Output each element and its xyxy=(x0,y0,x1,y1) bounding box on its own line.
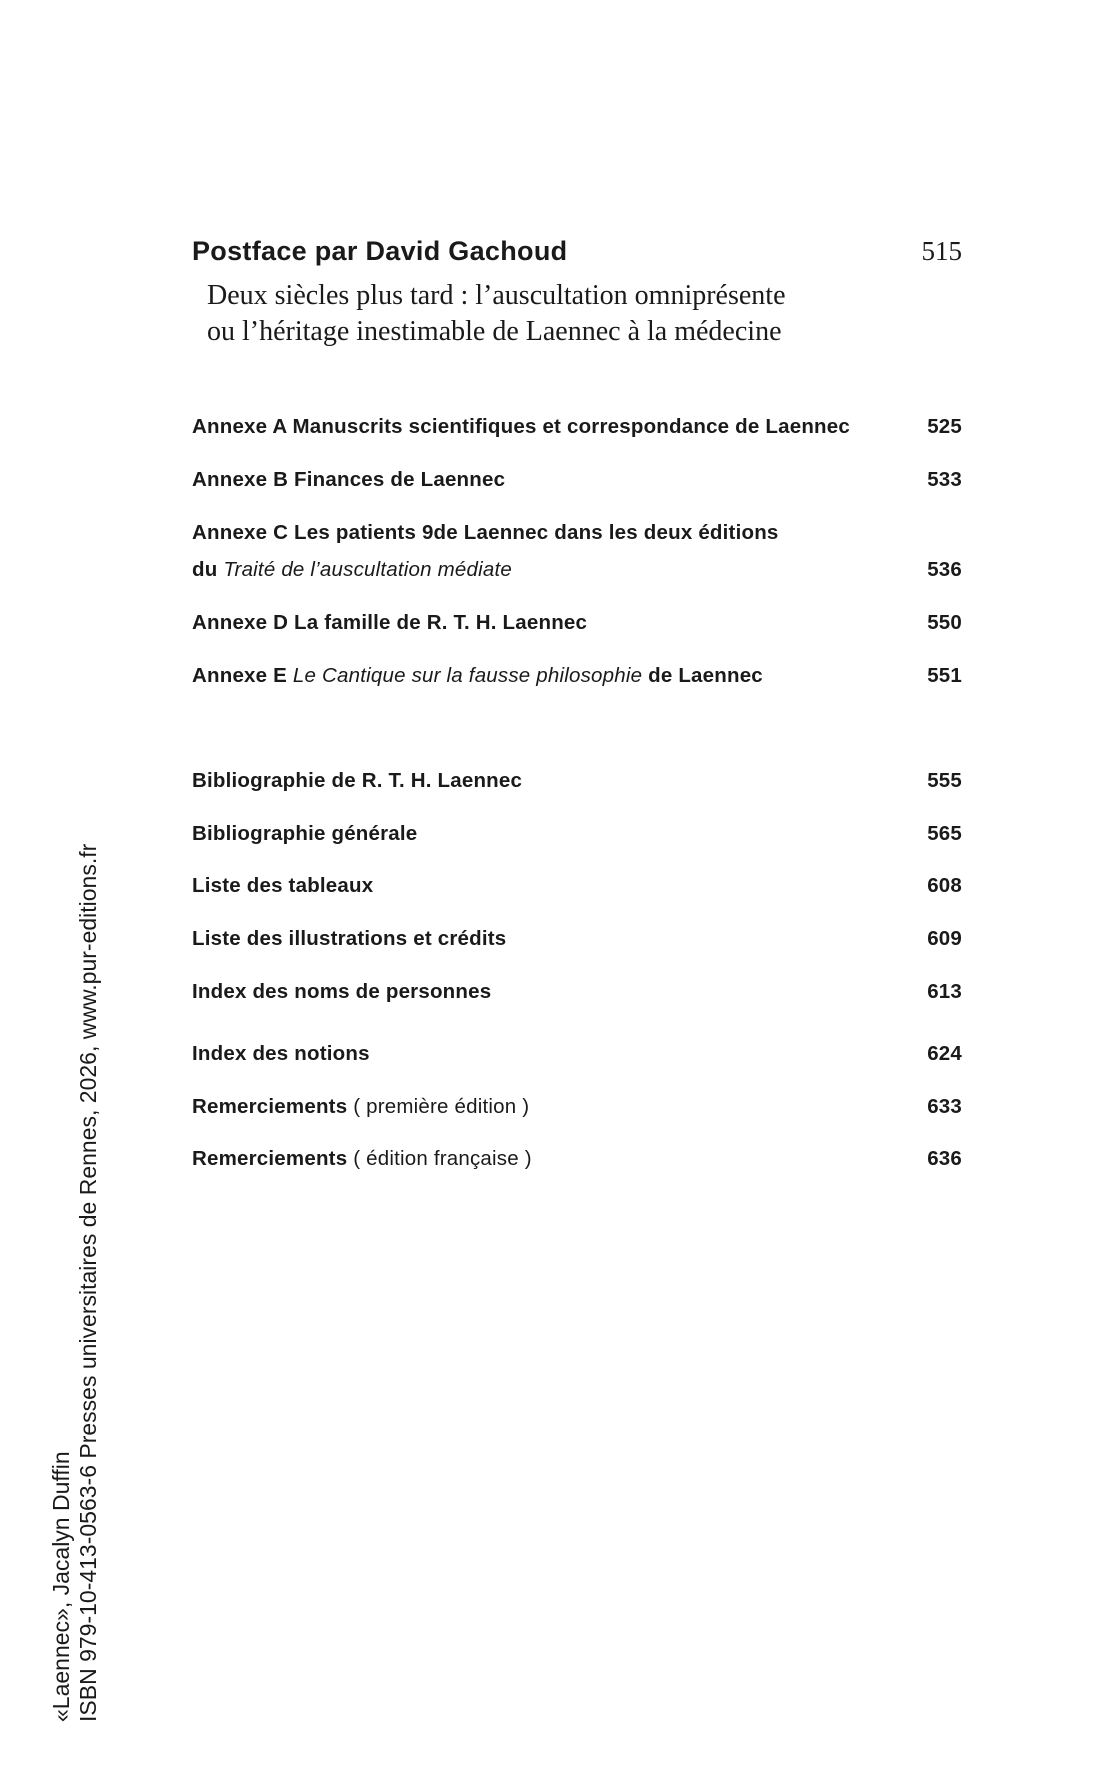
toc-entry-page: 613 xyxy=(927,980,962,1003)
toc-entry-page: 633 xyxy=(927,1095,962,1118)
postface-title: Postface par David Gachoud xyxy=(192,236,568,266)
toc-entry-page: 550 xyxy=(927,611,962,634)
toc-entry-page: 525 xyxy=(927,415,962,438)
toc-entry-title: Annexe A Manuscrits scientifiques et correspondance de Laennec xyxy=(192,415,850,438)
toc-entry-italic: Le Cantique sur la fausse philosophie xyxy=(292,664,643,687)
toc-entry-title: Annexe D La famille de R. T. H. Laennec xyxy=(192,611,588,634)
toc-annexe-c xyxy=(192,519,962,583)
toc-entry-main: Remerciements xyxy=(192,1095,348,1118)
toc-entry-page: 609 xyxy=(927,927,962,950)
toc-entry-main: Remerciements xyxy=(192,1147,348,1170)
toc-entry-title-line2-italic: Traité de l’auscultation médiate xyxy=(223,558,512,581)
toc-entry-title xyxy=(192,662,763,690)
postface-page-number: 515 xyxy=(921,236,962,266)
spine-copyright-notice xyxy=(48,844,102,1722)
toc-entry-page: 536 xyxy=(927,558,962,581)
toc-entry-title: Annexe B Finances de Laennec xyxy=(192,468,506,491)
postface-subtitle-line2: ou l’héritage inestimable de Laennec à la médecine xyxy=(207,316,782,347)
toc-entry-page: 555 xyxy=(927,769,962,792)
toc-entry-title: Liste des illustrations et crédits xyxy=(192,927,507,950)
toc-entry-suffix: de Laennec xyxy=(642,664,763,687)
toc-entry-title: Bibliographie générale xyxy=(192,822,418,845)
postface-subtitle-line1: Deux siècles plus tard : l’auscultation omniprésente xyxy=(207,280,786,311)
toc-entry-title: Liste des tableaux xyxy=(192,874,374,897)
toc-entry-note: ( édition française ) xyxy=(347,1147,532,1170)
toc-entry-page: 636 xyxy=(927,1147,962,1170)
toc-entry-title-line2-prefix: du xyxy=(192,558,224,581)
toc-entry-page: 533 xyxy=(927,468,962,491)
spine-line2: ISBN 979-10-413-0563-6 Presses universitaires de Rennes, 2026, www.pur-editions.fr xyxy=(75,843,101,1722)
toc-entry-title: Index des noms de personnes xyxy=(192,980,492,1003)
toc-entry-title: Bibliographie de R. T. H. Laennec xyxy=(192,769,523,792)
postface-subtitle xyxy=(207,278,786,350)
toc-entry-title-line2 xyxy=(192,556,512,584)
toc-entry-title: Index des notions xyxy=(192,1042,370,1065)
toc-entry-prefix: Annexe E xyxy=(192,664,293,687)
toc-entry-page: 624 xyxy=(927,1042,962,1065)
toc-entry-title-line1: Annexe C Les patients 9de Laennec dans les deux éditions xyxy=(192,521,779,544)
spine-line1: «Laennec», Jacalyn Duffin xyxy=(48,1451,74,1722)
toc-entry-title xyxy=(192,1145,532,1173)
toc-entry-note: ( première édition ) xyxy=(347,1095,530,1118)
toc-entry-title xyxy=(192,1093,529,1121)
toc-entry-page: 551 xyxy=(927,664,962,687)
toc-entry-page: 565 xyxy=(927,822,962,845)
toc-entry-page: 608 xyxy=(927,874,962,897)
